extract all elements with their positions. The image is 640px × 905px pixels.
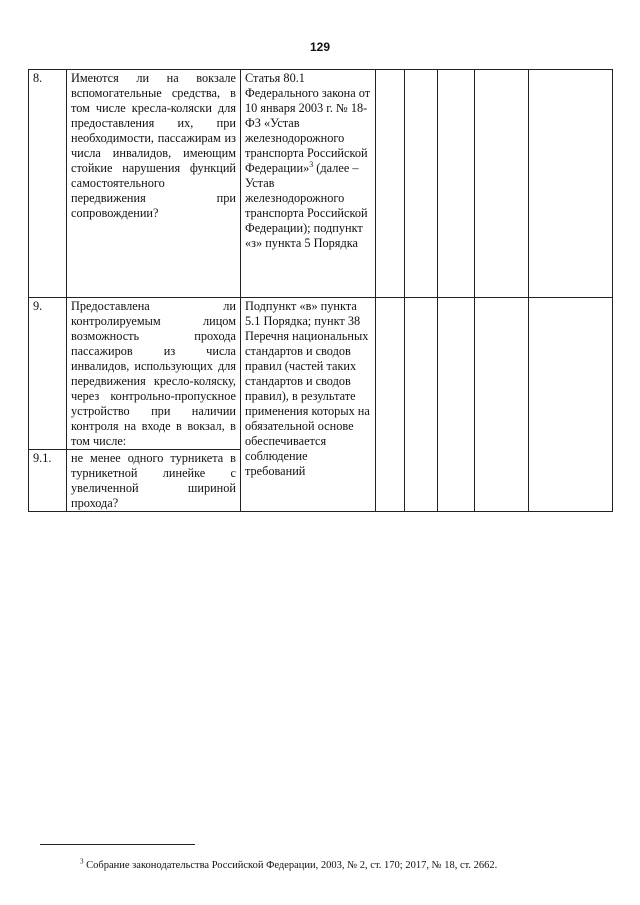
- footnote-text: Собрание законодательства Российской Федерации, 2003, № 2, ст. 170; 2017, № 18, ст. 2662.: [86, 860, 498, 871]
- table-row: [29, 298, 613, 450]
- footnote: [80, 857, 498, 871]
- row-number: 8.: [29, 70, 67, 298]
- answer-cell-na[interactable]: [438, 70, 475, 298]
- footnote-separator: [40, 844, 195, 845]
- legal-basis: Подпункт «в» пункта 5.1 Порядка; пункт 38 Перечня национальных стандартов и сводов правил (частей таких стандартов и сводов правил), в результате применения которых на обязательной основе обеспечивается соблюдение требований: [241, 298, 376, 512]
- legal-basis: [241, 70, 376, 298]
- answer-cell-comment[interactable]: [529, 70, 613, 298]
- requirement-question: Предоставлена ли контролируемым лицом возможность прохода пассажиров из числа инвалидов, использующих для передвижения кресло-коляску, через контрольно-пропускное устройство при наличии контроля на входе в вокзал, в том числе:: [67, 298, 241, 450]
- row-number: 9.1.: [29, 450, 67, 512]
- answer-cell-yes[interactable]: [376, 70, 405, 298]
- footnote-marker: 3: [80, 857, 84, 866]
- legal-basis-text-cont: (далее – Устав железнодорожного транспорта Российской Федерации); подпункт «з» пункта 5 Порядка: [245, 161, 368, 250]
- legal-basis-text: Статья 80.1 Федерального закона от 10 января 2003 г. № 18-ФЗ «Устав железнодорожного транспорта Российской Федерации»: [245, 71, 371, 175]
- answer-cell-yes[interactable]: [376, 298, 405, 512]
- row-number: 9.: [29, 298, 67, 450]
- footnote-ref: 3: [309, 159, 314, 169]
- answer-cell-no[interactable]: [405, 70, 438, 298]
- requirement-question: Имеются ли на вокзале вспомогательные средства, в том числе кресла-коляски для предоставления их, при необходимости, пассажирам из числа инвалидов, имеющим стойкие нарушения функций самостоятельного передвижения при сопровождении?: [67, 70, 241, 298]
- answer-cell-comment[interactable]: [529, 298, 613, 512]
- answer-cell-note[interactable]: [475, 298, 529, 512]
- answer-cell-no[interactable]: [405, 298, 438, 512]
- requirement-question: не менее одного турникета в турникетной линейке с увеличенной шириной прохода?: [67, 450, 241, 512]
- answer-cell-na[interactable]: [438, 298, 475, 512]
- checklist-table: [28, 69, 613, 512]
- table-row: [29, 70, 613, 298]
- answer-cell-note[interactable]: [475, 70, 529, 298]
- page-number: 129: [309, 40, 331, 54]
